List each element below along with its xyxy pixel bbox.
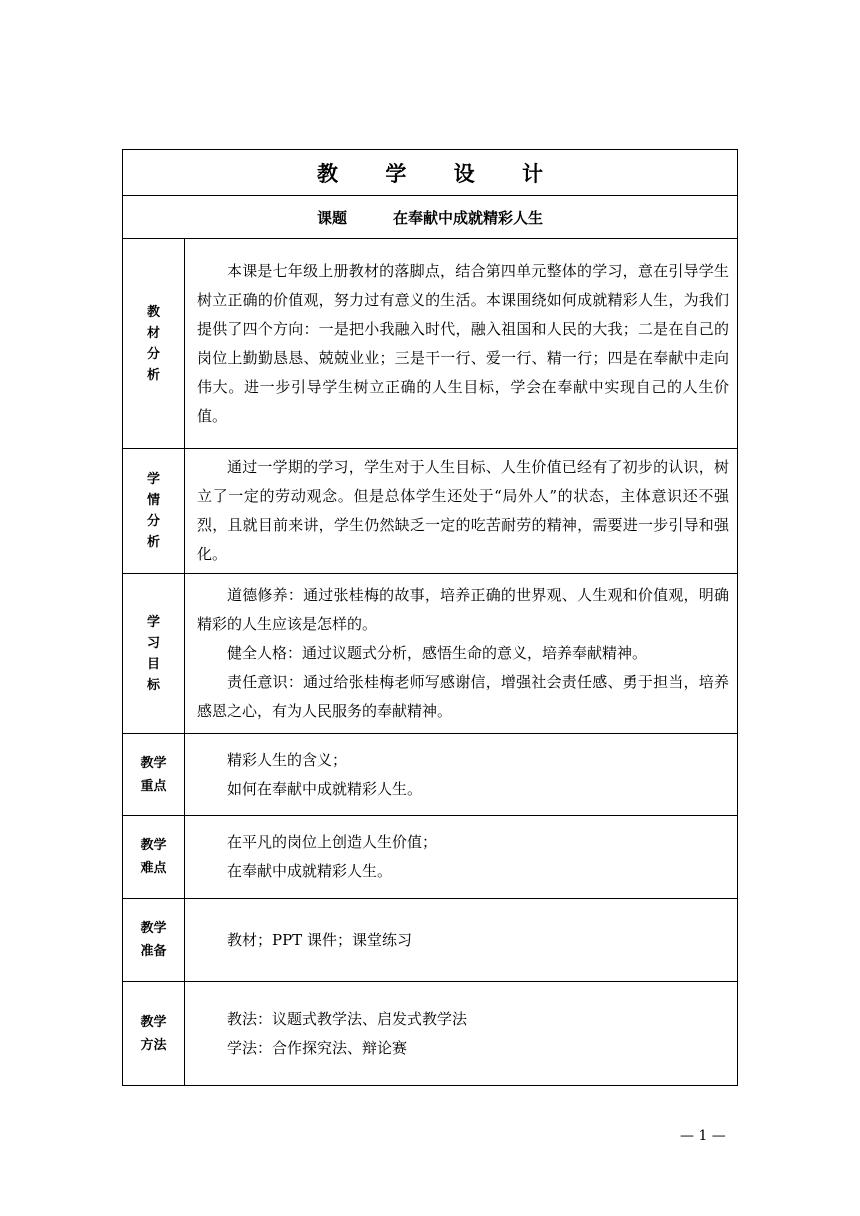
section-label: 教材分析 — [146, 304, 160, 383]
page-number: — 1 — — [680, 1128, 726, 1144]
section-content — [185, 734, 737, 815]
section-learning-objectives — [123, 574, 737, 734]
section-label-cell — [123, 734, 185, 815]
section-line: 学法：合作探究法、辩论赛 — [227, 1038, 408, 1057]
objective-personality: 健全人格：通过议题式分析，感悟生命的意义，培养奉献精神。 — [227, 644, 648, 662]
section-label: 教学方法 — [140, 1014, 167, 1053]
section-line: 教法：议题式教学法、启发式教学法 — [227, 1009, 468, 1028]
section-difficulties — [123, 816, 737, 899]
section-content — [185, 982, 737, 1085]
section-label: 教学重点 — [140, 755, 167, 794]
section-line: 精彩人生的含义； — [227, 750, 348, 769]
lesson-plan-table — [122, 149, 738, 1086]
section-content — [185, 449, 737, 573]
objective-moral: 道德修养：通过张桂梅的故事，培养正确的世界观、人生观和价值观，明确精彩的人生应该是怎样的。 — [197, 586, 729, 633]
section-content — [185, 574, 737, 733]
table-title-row — [123, 150, 737, 196]
section-paragraph: 本课是七年级上册教材的落脚点，结合第四单元整体的学习，意在引导学生树立正确的价值观，努力过有意义的生活。本课围绕如何成就精彩人生，为我们提供了四个方向：一是把小我融入时代，融入祖国和人民的大我；二是在自己的岗位上勤勤恳恳、兢兢业业；三是干一行、爱一行、精一行；四是在奉献中走向伟大。进一步引导学生树立正确的人生目标，学会在奉献中实现自己的人生价值。 — [197, 261, 729, 425]
section-line: 教材；PPT 课件；课堂练习 — [227, 930, 412, 949]
section-label: 教学准备 — [140, 921, 167, 959]
section-line: 如何在奉献中成就精彩人生。 — [227, 779, 423, 798]
section-content — [185, 239, 737, 448]
table-title: 教 学 设 计 — [317, 161, 563, 186]
section-content — [185, 816, 737, 898]
section-line: 在奉献中成就精彩人生。 — [227, 862, 393, 880]
section-methods — [123, 982, 737, 1085]
section-student-analysis — [123, 449, 737, 574]
course-title: 在奉献中成就精彩人生 — [393, 208, 544, 227]
section-line: 在平凡的岗位上创造人生价值； — [227, 833, 438, 851]
course-label: 课题 — [316, 208, 347, 227]
section-label: 学情分析 — [146, 472, 160, 550]
section-label-cell — [123, 574, 185, 733]
section-label-cell — [123, 899, 185, 981]
section-label-cell — [123, 239, 185, 448]
section-label: 教学难点 — [140, 838, 167, 876]
section-label: 学习目标 — [146, 614, 160, 693]
section-paragraph: 通过一学期的学习，学生对于人生目标、人生价值已经有了初步的认识，树立了一定的劳动观念。但是总体学生还处于“局外人”的状态，主体意识还不强烈，且就目前来讲，学生仍然缺乏一定的吃苦耐劳的精神，需要进一步引导和强化。 — [197, 458, 729, 563]
section-label-cell — [123, 982, 185, 1085]
course-row — [123, 196, 737, 239]
section-textbook-analysis — [123, 239, 737, 449]
section-label-cell — [123, 816, 185, 898]
section-key-points — [123, 734, 737, 816]
objective-responsibility: 责任意识：通过给张桂梅老师写感谢信，增强社会责任感、勇于担当，培养感恩之心，有为人民服务的奉献精神。 — [197, 673, 729, 720]
section-label-cell — [123, 449, 185, 573]
section-preparation — [123, 899, 737, 982]
section-content — [185, 899, 737, 981]
